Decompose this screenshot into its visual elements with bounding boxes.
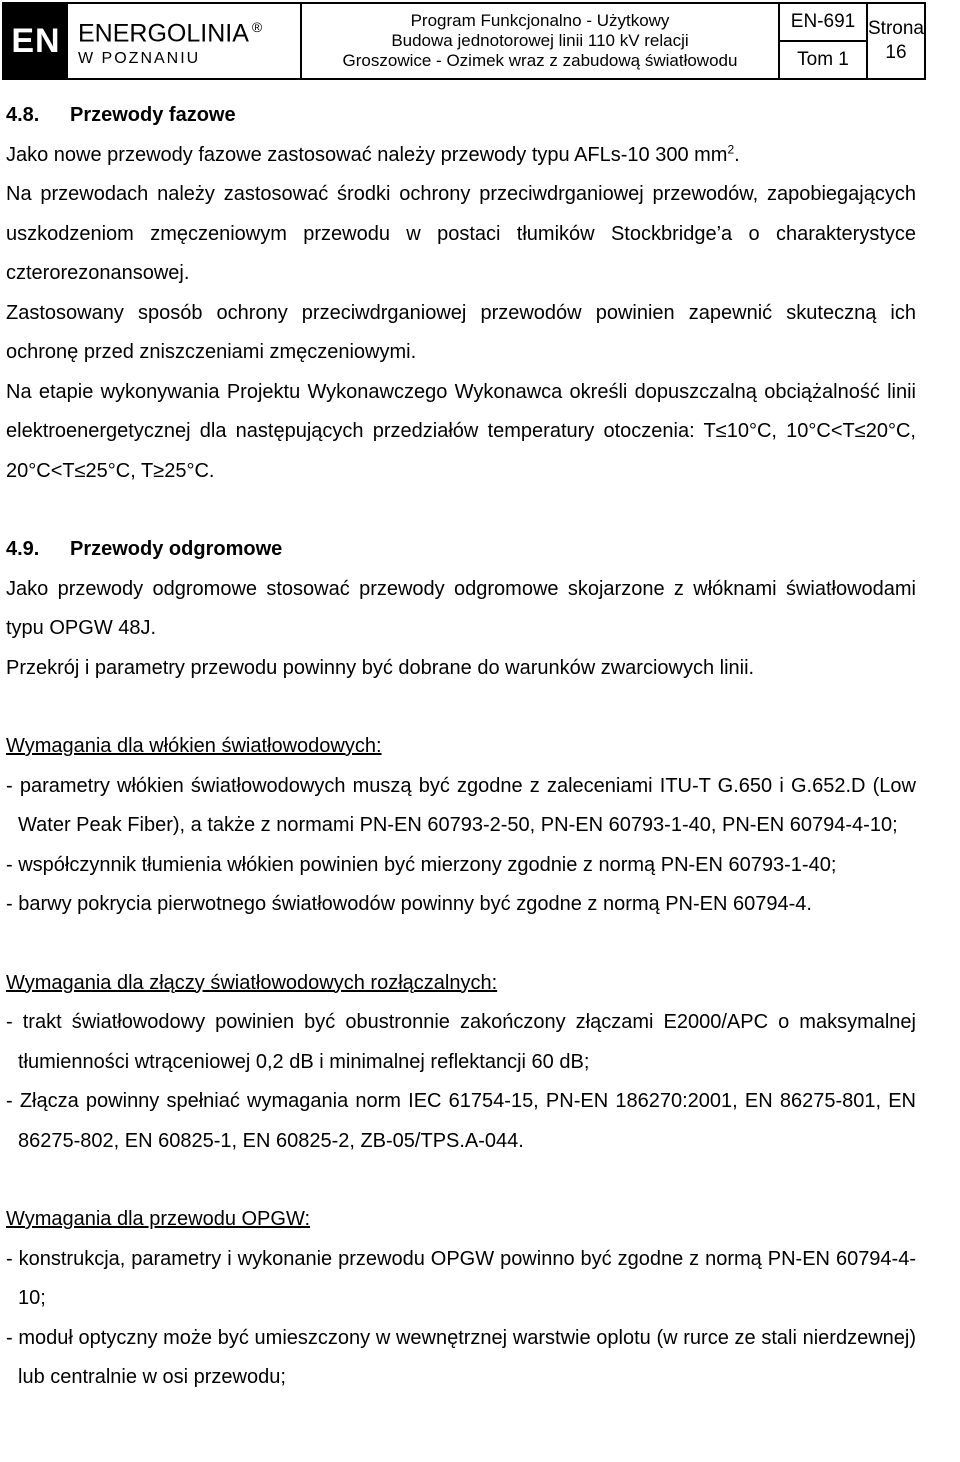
program-line-1: Program Funkcjonalno - Użytkowy xyxy=(410,11,670,30)
page-block xyxy=(868,4,924,78)
document-id-block xyxy=(780,4,868,78)
paragraph xyxy=(6,136,916,176)
section-heading-4-9 xyxy=(6,530,916,570)
list-item: - współczynnik tłumienia włókien powinien być mierzony zgodnie z normą PN-EN 60793-1-40; xyxy=(6,853,837,876)
program-title-block xyxy=(302,4,780,78)
company-block xyxy=(68,4,302,78)
logo-text: EN xyxy=(11,21,61,60)
paragraph: Jako przewody odgromowe stosować przewody odgromowe skojarzone z włóknami światłowodami typu OPGW 48J. xyxy=(6,577,916,639)
paragraph: Przekrój i parametry przewodu powinny być dobrane do warunków zwarciowych linii. xyxy=(6,656,755,679)
paragraph-text: Jako nowe przewody fazowe zastosować należy przewody typu AFLs-10 300 mm xyxy=(6,143,728,166)
registered-mark: ® xyxy=(251,18,263,35)
paragraph-end: . xyxy=(734,143,740,166)
section-number: 4.8. xyxy=(6,104,40,126)
company-name xyxy=(78,12,300,48)
section-title: Przewody odgromowe xyxy=(70,538,283,560)
list-item: - moduł optyczny może być umieszczony w wewnętrznej warstwie oplotu (w rurce ze stali nierdzewnej) lub centralnie w osi przewodu; xyxy=(6,1326,916,1388)
fiber-requirements-heading: Wymagania dla włókien światłowodowych: xyxy=(6,735,382,757)
paragraph: Zastosowany sposób ochrony przeciwdrganiowej przewodów powinien zapewnić skuteczną ich ochronę przed zniszczeniami zmęczeniowymi. xyxy=(6,301,916,363)
superscript: 2 xyxy=(727,141,735,156)
page-label: Strona xyxy=(868,18,924,39)
program-line-3: Groszowice - Ozimek wraz z zabudową światłowodu xyxy=(342,51,738,70)
company-logo xyxy=(4,4,68,78)
spacer xyxy=(6,491,916,530)
doc-code: EN-691 xyxy=(780,4,866,42)
connector-requirements-heading: Wymagania dla złączy światłowodowych rozłączalnych: xyxy=(6,971,498,994)
spacer xyxy=(6,688,916,727)
list-item: - parametry włókien światłowodowych muszą być zgodne z zaleceniami ITU-T G.650 i G.652.D (Low Water Peak Fiber), a także z normami PN-EN 60793-2-50, PN-EN 60793-1-40, PN-EN 60794-4-10; xyxy=(6,774,916,836)
program-line-2: Budowa jednotorowej linii 110 kV relacji xyxy=(391,31,689,50)
spacer xyxy=(6,1161,916,1200)
section-number: 4.9. xyxy=(6,538,40,560)
list-item: - barwy pokrycia pierwotnego światłowodów powinny być zgodne z normą PN-EN 60794-4. xyxy=(6,893,812,915)
document-header xyxy=(2,2,926,80)
section-title: Przewody fazowe xyxy=(70,104,236,126)
document-body xyxy=(6,96,916,1398)
spacer xyxy=(6,925,916,964)
list-item: - trakt światłowodowy powinien być obustronnie zakończony złączami E2000/APC o maksymalnej tłumienności wtrąceniowej 0,2 dB i minimalnej reflektancji 60 dB; xyxy=(6,1011,916,1073)
paragraph: Na przewodach należy zastosować środki ochrony przeciwdrganiowej przewodów, zapobiegających uszkodzeniom zmęczeniowym przewodu w postaci tłumików Stockbridge’a o charakterystyce czterorezonansowej. xyxy=(6,183,916,284)
opgw-requirements-heading: Wymagania dla przewodu OPGW: xyxy=(6,1208,311,1230)
section-heading-4-8 xyxy=(6,96,916,136)
company-name-text: ENERGOLINIA xyxy=(78,19,249,48)
list-item: - konstrukcja, parametry i wykonanie przewodu OPGW powinno być zgodne z normą PN-EN 60794-4-10; xyxy=(6,1247,916,1309)
paragraph: Na etapie wykonywania Projektu Wykonawczego Wykonawca określi dopuszczalną obciążalność linii elektroenergetycznej dla następujących przedziałów temperatury otoczenia: T≤10°C, 10°C<T≤20°C, 20°C<T≤25°C, T≥25°C. xyxy=(6,380,916,482)
volume-label: Tom 1 xyxy=(797,49,849,70)
company-city: W POZNANIU xyxy=(78,50,201,68)
list-item: - Złącza powinny spełniać wymagania norm IEC 61754-15, PN-EN 186270:2001, EN 86275-801, EN 86275-802, EN 60825-1, EN 60825-2, ZB-05/TPS.A-044. xyxy=(6,1090,916,1152)
page-number: 16 xyxy=(885,42,907,63)
